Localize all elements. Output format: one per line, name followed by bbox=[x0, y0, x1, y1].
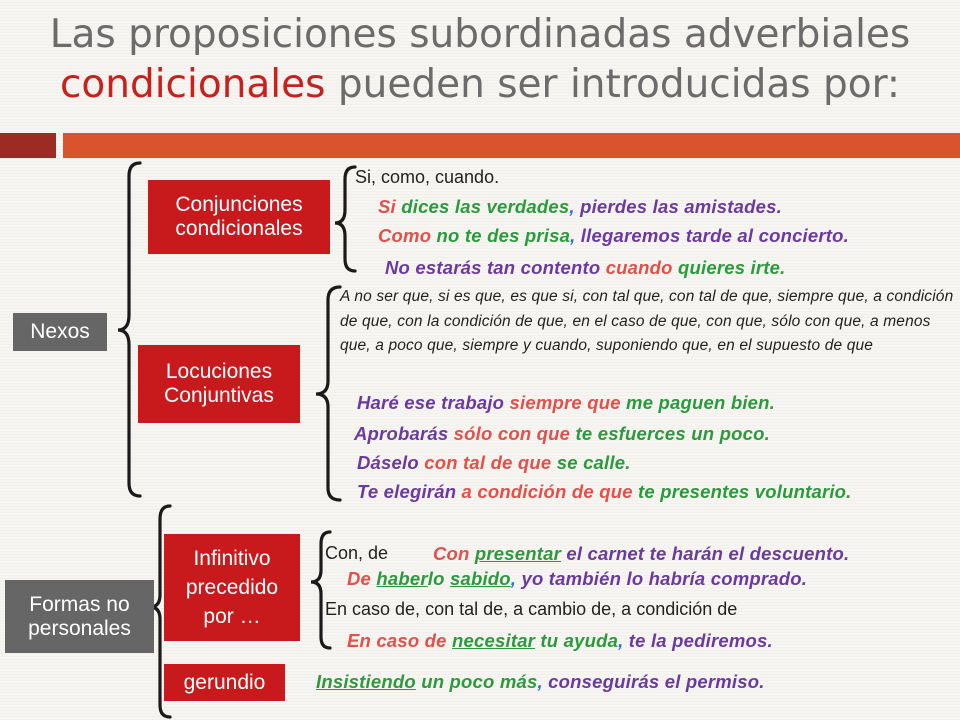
clause-text: lo bbox=[427, 568, 450, 589]
conjunciones-list: Si, como, cuando. bbox=[355, 167, 500, 187]
main-clause-text: llegaremos tarde al concierto. bbox=[575, 225, 849, 246]
example-solo-con-que bbox=[354, 423, 770, 445]
title-rest: pueden ser introducidas por: bbox=[325, 62, 901, 107]
conjunciones-bracket bbox=[335, 167, 355, 271]
nexo-text: siempre que bbox=[509, 392, 621, 413]
clause-text: quieres irte. bbox=[672, 257, 786, 278]
comma: , bbox=[569, 196, 575, 217]
infinitivo-list-2: En caso de, con tal de, a cambio de, a condición de bbox=[325, 599, 738, 619]
nexo-text: En caso de bbox=[347, 630, 453, 651]
conjunciones-label: Conjunciones condicionales bbox=[175, 193, 303, 240]
clause-text: un poco más bbox=[415, 671, 538, 692]
infinitivo-box bbox=[164, 534, 300, 641]
main-clause-text: pierdes las amistades. bbox=[574, 196, 782, 217]
gerundio-box bbox=[164, 664, 285, 701]
main-clause-text: te la pediremos. bbox=[623, 630, 773, 651]
example-cuando bbox=[385, 257, 786, 279]
nexo-text: sólo con que bbox=[453, 423, 571, 444]
infinitive-text: necesitar bbox=[452, 630, 536, 651]
nexo-text: Como bbox=[378, 225, 432, 246]
main-clause-text: Aprobarás bbox=[354, 423, 454, 444]
main-clause-text: Te elegirán bbox=[357, 481, 462, 502]
example-como bbox=[378, 225, 849, 247]
nexos-bracket bbox=[118, 163, 140, 496]
title-highlight: condicionales bbox=[59, 62, 326, 107]
example-con-presentar bbox=[433, 543, 849, 565]
example-siempre-que bbox=[357, 392, 775, 414]
infinitivo-label: Infinitivo precedido por … bbox=[185, 547, 279, 628]
nexo-text: De bbox=[347, 568, 377, 589]
locuciones-box bbox=[138, 345, 300, 423]
example-insistiendo bbox=[316, 671, 765, 693]
clause-text: te esfuerces un poco. bbox=[570, 423, 770, 444]
formas-label: Formas no personales bbox=[28, 592, 131, 640]
main-clause-text: No estarás tan contento bbox=[385, 257, 606, 278]
nexos-label: Nexos bbox=[30, 320, 90, 343]
nexos-box bbox=[13, 313, 107, 351]
conjunciones-box bbox=[148, 180, 330, 254]
nexo-text: Si bbox=[378, 196, 396, 217]
comma: , bbox=[570, 225, 576, 246]
example-con-tal-de-que bbox=[357, 452, 631, 474]
clause-text: tu ayuda bbox=[535, 630, 619, 651]
nexo-text: con tal de que bbox=[424, 452, 552, 473]
locuciones-bracket bbox=[316, 287, 340, 500]
comma: , bbox=[618, 630, 624, 651]
example-de-haberlo-sabido bbox=[347, 568, 807, 590]
title-line-1: Las proposiciones subordinadas adverbiales bbox=[49, 12, 911, 57]
clause-text: te presentes voluntario. bbox=[632, 481, 852, 502]
locuciones-list: A no ser que, si es que, es que si, con tal que, con tal de que, siempre que, a condición de que, con la condición de que, en el caso de que, con que, sólo con que, a menos que, a poco que, siempre y cuando, suponiendo que, en el supuesto de que bbox=[340, 288, 954, 354]
main-clause-text: conseguirás el permiso. bbox=[542, 671, 765, 692]
clause-text: no te des prisa bbox=[431, 225, 571, 246]
nexo-text: cuando bbox=[605, 257, 673, 278]
example-si bbox=[378, 196, 782, 218]
infinitive-text: haber bbox=[376, 568, 428, 589]
comma: , bbox=[537, 671, 543, 692]
clause-text: me paguen bien. bbox=[620, 392, 776, 413]
infinitive-text: sabido bbox=[449, 568, 511, 589]
formas-box bbox=[5, 580, 154, 653]
infinitivo-list-1: Con, de bbox=[325, 543, 389, 563]
nexo-text: Con bbox=[433, 543, 475, 564]
example-a-condicion-de-que bbox=[357, 481, 852, 503]
gerundio-label: gerundio bbox=[183, 670, 266, 694]
main-clause-text: el carnet te harán el descuento. bbox=[561, 543, 850, 564]
nexo-text: a condición de que bbox=[461, 481, 633, 502]
main-clause-text: yo también lo habría comprado. bbox=[516, 568, 808, 589]
comma: , bbox=[510, 568, 517, 589]
example-en-caso-de bbox=[347, 630, 773, 652]
clause-text: se calle. bbox=[551, 452, 631, 473]
gerund-text: Insistiendo bbox=[316, 671, 416, 692]
clause-text: dices las verdades bbox=[395, 196, 570, 217]
main-clause-text: Dáselo bbox=[357, 452, 425, 473]
locuciones-label: Locuciones Conjuntivas bbox=[164, 360, 274, 407]
infinitive-text: presentar bbox=[474, 543, 562, 564]
main-clause-text: Haré ese trabajo bbox=[357, 392, 510, 413]
